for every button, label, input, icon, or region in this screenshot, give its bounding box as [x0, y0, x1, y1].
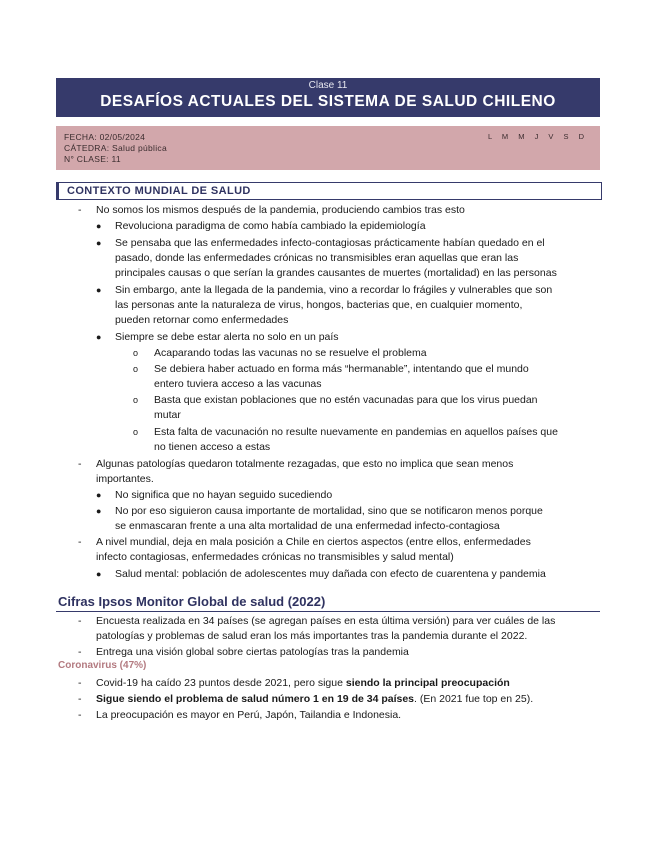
circle-marker: o — [133, 364, 139, 374]
subject-label: CÁTEDRA: Salud pública — [64, 143, 167, 153]
weekday-letters: L M M J V S D — [487, 132, 588, 141]
list-item: Esta falta de vacunación no resulte nuevamente en pandemias en aquellos países que — [154, 426, 558, 438]
dash-marker: - — [78, 646, 82, 658]
list-item: entero tuviera acceso a las vacunas — [154, 378, 322, 390]
list-item: Salud mental: población de adolescentes muy dañada con efecto de cuarentena y pandemia — [115, 568, 546, 580]
bullet-marker: ● — [96, 285, 102, 295]
bullet-marker: ● — [96, 332, 102, 342]
list-item: Revoluciona paradigma de como había cambiado la epidemiología — [115, 220, 426, 232]
list-item: pueden retornar como enfermedades — [115, 314, 289, 326]
dash-marker: - — [78, 709, 82, 721]
bullet-marker: ● — [96, 506, 102, 516]
dash-marker: - — [78, 458, 82, 470]
list-item: No significa que no hayan seguido sucediendo — [115, 489, 333, 501]
list-item: principales causas o que serían la grandes causantes de muertes (mortalidad) en las personas — [115, 267, 557, 279]
list-item: Se debiera haber actuado en forma más “hermanable”, intentando que el mundo — [154, 363, 529, 375]
list-item: Encuesta realizada en 34 países (se agregan países en esta última versión) para ver cuáles de las — [96, 615, 556, 627]
dash-marker: - — [78, 204, 82, 216]
class-number: Clase 11 — [308, 80, 348, 91]
dash-marker: - — [78, 693, 82, 705]
list-item: las personas ante la naturaleza de virus, hongos, bacterias que, en cualquier momento, — [115, 299, 523, 311]
class-header-band — [56, 78, 600, 117]
list-item: importantes. — [96, 473, 154, 485]
list-item: No somos los mismos después de la pandemia, produciendo cambios tras esto — [96, 204, 465, 216]
list-item: Se pensaba que las enfermedades infecto-contagiosas prácticamente habían quedado en el — [115, 237, 545, 249]
list-item: patologías y problemas de salud eran los más importantes tras la pandemia durante el 2022. — [96, 630, 528, 642]
section-title-contexto: CONTEXTO MUNDIAL DE SALUD — [67, 185, 251, 197]
dash-marker: - — [78, 536, 82, 548]
bullet-marker: ● — [96, 569, 102, 579]
text-run: . (En 2021 fue top en 25). — [414, 693, 534, 705]
section-title-ipsos: Cifras Ipsos Monitor Global de salud (2022) — [58, 594, 326, 609]
list-item: Algunas patologías quedaron totalmente rezagadas, que esto no implica que sean menos — [96, 458, 514, 470]
bullet-marker: ● — [96, 490, 102, 500]
date-label: FECHA: 02/05/2024 — [64, 132, 146, 142]
section-divider — [56, 611, 600, 612]
emphasis-text: Sigue siendo el problema de salud número 1 en 19 de 34 países — [96, 693, 415, 705]
bullet-marker: ● — [96, 221, 102, 231]
subsection-title-coronavirus: Coronavirus (47%) — [58, 660, 147, 671]
text-run: Covid-19 ha caído 23 puntos desde 2021, pero sigue — [96, 677, 346, 689]
circle-marker: o — [133, 348, 139, 358]
list-item — [96, 692, 533, 707]
circle-marker: o — [133, 395, 139, 405]
emphasis-text: siendo la principal preocupación — [345, 677, 510, 689]
list-item: A nivel mundial, deja en mala posición a Chile en ciertos aspectos (entre ellos, enfermedades — [96, 536, 531, 548]
list-item: Basta que existan poblaciones que no estén vacunadas para que los virus puedan — [154, 394, 538, 406]
page-title: DESAFÍOS ACTUALES DEL SISTEMA DE SALUD CHILENO — [100, 93, 556, 110]
list-item: Sin embargo, ante la llegada de la pandemia, vino a recordar lo frágiles y vulnerables que son — [115, 284, 553, 296]
list-item: No por eso siguieron causa importante de mortalidad, sino que se notificaron menos porque — [115, 505, 543, 517]
bullet-marker: ● — [96, 238, 102, 248]
section-heading-box — [56, 182, 602, 200]
list-item: Siempre se debe estar alerta no solo en un país — [115, 331, 339, 343]
circle-marker: o — [133, 427, 139, 437]
class-meta-box — [56, 126, 600, 170]
list-item: La preocupación es mayor en Perú, Japón, Tailandia e Indonesia. — [96, 709, 402, 721]
list-item: Entrega una visión global sobre ciertas patologías tras la pandemia — [96, 646, 409, 658]
list-item: mutar — [154, 409, 181, 421]
list-item — [96, 676, 510, 691]
dash-marker: - — [78, 615, 82, 627]
list-item: no tienen acceso a estas — [154, 441, 271, 453]
class-number-label: N° CLASE: 11 — [64, 154, 121, 164]
list-item: Acaparando todas las vacunas no se resuelve el problema — [154, 347, 427, 359]
list-item: pasado, donde las enfermedades crónicas no transmisibles eran aquellas que eran las — [115, 252, 519, 264]
list-item: se enmascaran frente a una alta mortalidad de una enfermedad infecto-contagiosa — [115, 520, 500, 532]
list-item: infecto contagiosas, enfermedades crónicas no transmisibles y salud mental) — [96, 551, 454, 563]
dash-marker: - — [78, 677, 82, 689]
